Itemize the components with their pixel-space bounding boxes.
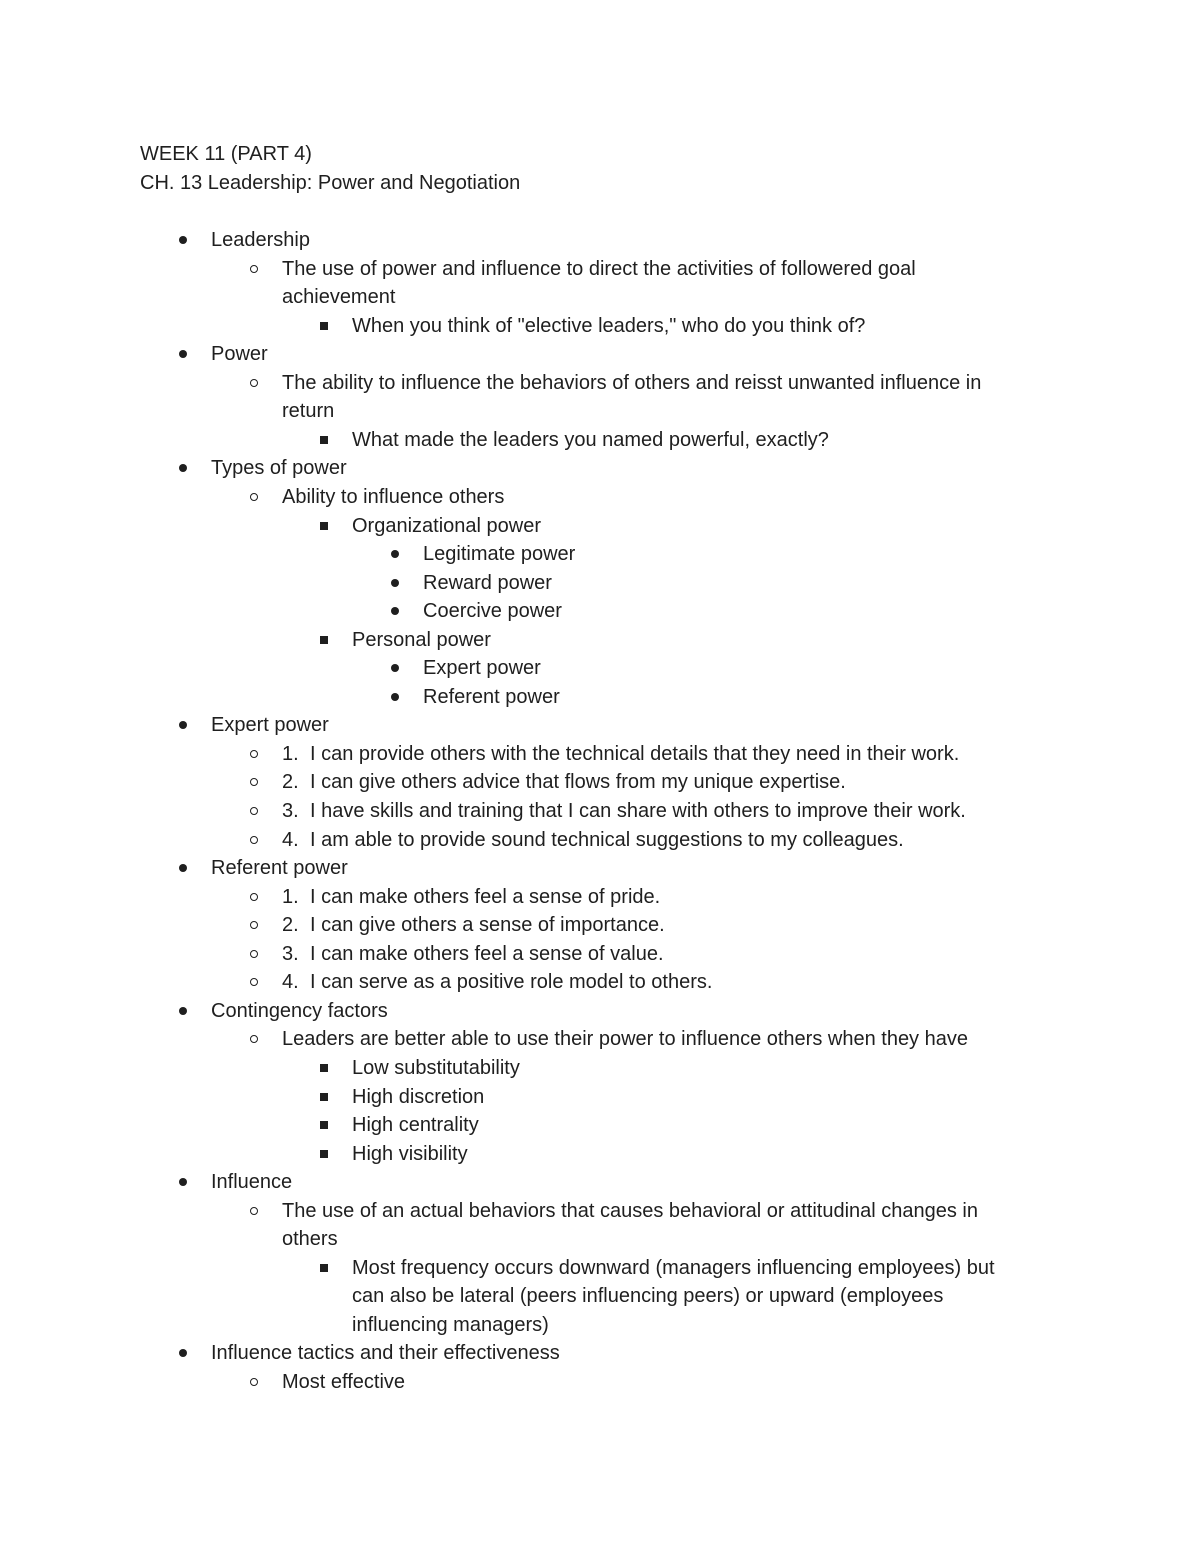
bullet-circle-icon	[250, 978, 258, 986]
list-item-text: others	[282, 1228, 338, 1251]
list-item	[423, 683, 560, 712]
list-item-text: I have skills and training that I can share with others to improve their work.	[310, 800, 966, 822]
list-item-text: Leaders are better able to use their power to influence others when they have	[282, 1028, 968, 1051]
list-item-text: The use of power and influence to direct the activities of followered goal	[282, 257, 916, 280]
list-item	[282, 1368, 405, 1397]
list-item	[282, 768, 846, 797]
list-item-text: Expert power	[211, 714, 329, 737]
list-item	[352, 1054, 520, 1083]
bullet-circle-icon	[250, 379, 258, 387]
bullet-disc-icon	[179, 1007, 187, 1015]
list-item	[211, 226, 310, 255]
bullet-square-icon	[320, 1150, 328, 1158]
list-item	[282, 740, 959, 769]
list-item-text: The use of an actual behaviors that causes behavioral or attitudinal changes in	[282, 1199, 978, 1222]
list-item-text: Referent power	[211, 857, 348, 880]
list-item-text: Types of power	[211, 457, 347, 480]
list-item-text: Expert power	[423, 657, 541, 680]
list-item	[282, 1197, 978, 1226]
bullet-circle-icon	[250, 807, 258, 815]
bullet-square-icon	[320, 1064, 328, 1072]
list-item	[211, 340, 268, 369]
list-item	[211, 997, 388, 1026]
bullet-circle-icon	[250, 836, 258, 844]
bullet-disc-icon	[179, 350, 187, 358]
list-item	[282, 826, 904, 855]
list-item-text: Influence tactics and their effectiveness	[211, 1342, 560, 1365]
list-item-text: I can give others a sense of importance.	[310, 914, 665, 937]
list-item-text: Leadership	[211, 229, 310, 251]
bullet-disc-icon	[179, 236, 187, 244]
list-item-continuation	[282, 283, 395, 312]
list-item	[211, 1339, 560, 1368]
bullet-disc-icon	[179, 464, 187, 472]
list-item-number: 4.	[282, 971, 299, 994]
list-item-text: I can give others advice that flows from my unique expertise.	[310, 771, 846, 794]
list-item-text: Power	[211, 343, 268, 366]
list-item-continuation	[282, 397, 334, 426]
list-item-text: The ability to influence the behaviors of others and reisst unwanted influence in	[282, 371, 982, 394]
bullet-square-icon	[320, 636, 328, 644]
list-item-text: High discretion	[352, 1085, 485, 1108]
list-item	[352, 1111, 479, 1140]
list-item-continuation	[352, 1311, 549, 1340]
bullet-circle-icon	[250, 1035, 258, 1043]
bullet-circle-icon	[250, 265, 258, 273]
list-item	[423, 597, 562, 626]
bullet-disc-icon	[179, 864, 187, 872]
bullet-disc-icon	[391, 693, 399, 701]
bullet-circle-icon	[250, 1378, 258, 1386]
list-item-text: High centrality	[352, 1114, 479, 1137]
list-item-text: I am able to provide sound technical suggestions to my colleagues.	[310, 828, 904, 851]
bullet-square-icon	[320, 1264, 328, 1272]
bullet-disc-icon	[179, 721, 187, 729]
list-item-continuation	[352, 1282, 943, 1311]
list-item	[282, 968, 712, 997]
list-item-text: I can make others feel a sense of value.	[310, 942, 664, 965]
list-item-number: 1.	[282, 742, 299, 765]
list-item	[352, 1140, 468, 1169]
list-item-number: 2.	[282, 914, 299, 937]
list-item-text: Most effective	[282, 1371, 406, 1393]
list-item	[282, 483, 504, 512]
bullet-circle-icon	[250, 493, 258, 501]
list-item	[352, 1254, 995, 1283]
bullet-circle-icon	[250, 750, 258, 758]
list-item-text: Personal power	[352, 628, 491, 651]
list-item-text: Low substitutability	[352, 1056, 520, 1079]
list-item	[423, 569, 552, 598]
bullet-disc-icon	[391, 579, 399, 587]
list-item-text: Influence	[211, 1171, 293, 1194]
list-item	[423, 654, 541, 683]
list-item-text: Organizational power	[352, 514, 541, 537]
list-item	[352, 626, 491, 655]
bullet-circle-icon	[250, 950, 258, 958]
list-item	[282, 369, 981, 398]
list-item-text: High visibility	[352, 1142, 468, 1165]
document-subtitle: CH. 13 Leadership: Power and Negotiation	[140, 172, 521, 194]
bullet-circle-icon	[250, 921, 258, 929]
list-item	[282, 255, 916, 284]
bullet-square-icon	[320, 1093, 328, 1101]
bullet-disc-icon	[179, 1349, 187, 1357]
list-item	[282, 911, 665, 940]
list-item	[352, 312, 865, 341]
list-item-text: When you think of "elective leaders," who do you think of?	[352, 314, 866, 337]
list-item-number: 4.	[282, 828, 299, 851]
list-item	[352, 512, 541, 541]
list-item-continuation	[282, 1225, 338, 1254]
bullet-disc-icon	[391, 607, 399, 615]
list-item-number: 3.	[282, 800, 299, 822]
bullet-disc-icon	[391, 664, 399, 672]
list-item-text: return	[282, 400, 335, 423]
list-item-text: influencing managers)	[352, 1313, 549, 1336]
list-item	[211, 454, 347, 483]
list-item	[211, 854, 348, 883]
list-item	[352, 426, 829, 455]
bullet-disc-icon	[179, 1178, 187, 1186]
list-item-text: I can serve as a positive role model to others.	[310, 971, 713, 994]
list-item-text: can also be lateral (peers influencing peers) or upward (employees	[352, 1285, 944, 1308]
bullet-square-icon	[320, 436, 328, 444]
list-item-number: 2.	[282, 771, 299, 794]
list-item-text: Reward power	[423, 571, 552, 594]
list-item-text: Contingency factors	[211, 999, 388, 1022]
list-item	[282, 1025, 968, 1054]
bullet-square-icon	[320, 322, 328, 330]
list-item	[282, 797, 966, 826]
bullet-circle-icon	[250, 893, 258, 901]
list-item	[423, 540, 575, 569]
list-item	[211, 711, 329, 740]
list-item-text: Most frequency occurs downward (managers influencing employees) but	[352, 1256, 995, 1279]
list-item-text: I can make others feel a sense of pride.	[310, 885, 661, 908]
bullet-circle-icon	[250, 778, 258, 786]
list-item-text: Referent power	[423, 685, 560, 708]
list-item-text: What made the leaders you named powerful, exactly?	[352, 428, 829, 451]
list-item-text: I can provide others with the technical details that they need in their work.	[310, 742, 960, 765]
bullet-square-icon	[320, 1121, 328, 1129]
document-title: WEEK 11 (PART 4)	[140, 143, 312, 165]
list-item	[211, 1168, 292, 1197]
list-item-text: Coercive power	[423, 600, 562, 623]
bullet-square-icon	[320, 522, 328, 530]
list-item	[282, 883, 660, 912]
list-item	[282, 940, 664, 969]
list-item-number: 3.	[282, 942, 299, 965]
list-item-text: Ability to influence others	[282, 485, 505, 508]
list-item-text: achievement	[282, 286, 396, 309]
bullet-circle-icon	[250, 1207, 258, 1215]
list-item-number: 1.	[282, 885, 299, 908]
list-item	[352, 1083, 484, 1112]
list-item-text: Legitimate power	[423, 543, 576, 566]
bullet-disc-icon	[391, 550, 399, 558]
